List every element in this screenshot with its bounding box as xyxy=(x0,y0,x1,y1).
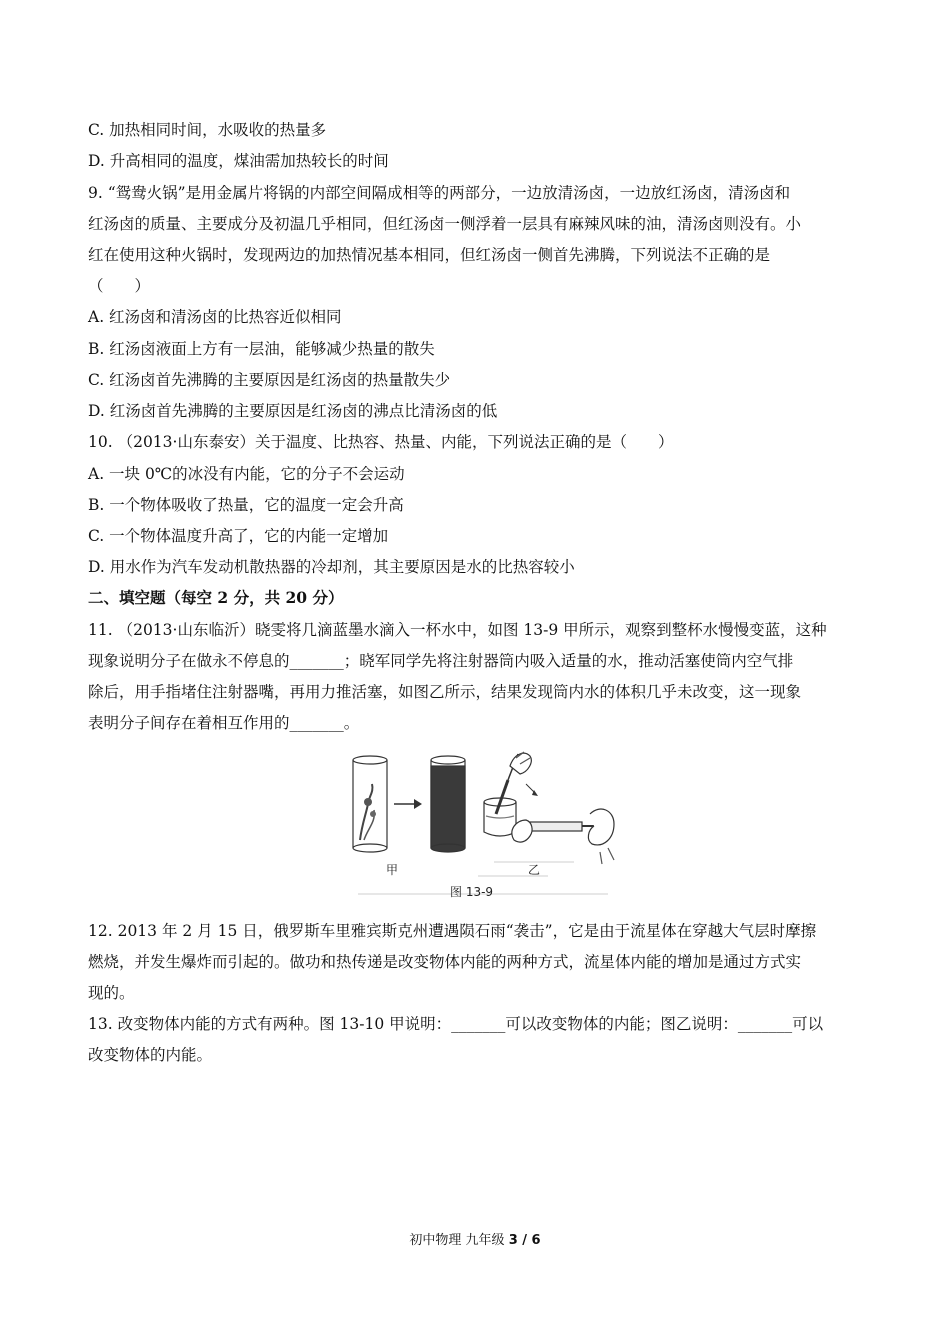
figure-label-jia: 甲 xyxy=(386,863,399,877)
beaker-clear-icon xyxy=(353,756,387,852)
option-d-q9: D. 红汤卤首先沸腾的主要原因是红汤卤的沸点比清汤卤的低 xyxy=(88,402,498,420)
option-b-q9: B. 红汤卤液面上方有一层油，能够减少热量的散失 xyxy=(88,340,435,358)
option-d-q8: D. 升高相同的温度，煤油需加热较长的时间 xyxy=(88,152,389,170)
page-footer xyxy=(0,1229,950,1248)
figure-caption: 图 13-9 xyxy=(450,885,494,899)
question-9-line-1: 9. “鸳鸯火锅”是用金属片将锅的内部空间隔成相等的两部分，一边放清汤卤，一边放红汤卤，清汤卤和 xyxy=(88,184,791,202)
arrow-right-icon xyxy=(394,799,422,809)
footer-page-number: 3 / 6 xyxy=(508,1233,541,1248)
figure-13-9-illustration xyxy=(338,744,620,904)
question-9-line-3: 红在使用这种火锅时，发现两边的加热情况基本相同，但红汤卤一侧首先沸腾，下列说法不正确的是 xyxy=(88,246,771,264)
syringe-hands-icon xyxy=(512,809,614,864)
section-heading-fill-in: 二、填空题（每空 2 分，共 20 分） xyxy=(88,588,344,607)
option-b-q10: B. 一个物体吸收了热量，它的温度一定会升高 xyxy=(88,496,404,514)
footer-subject: 初中物理 九年级 xyxy=(409,1233,505,1248)
question-12-line-2: 燃烧，并发生爆炸而引起的。做功和热传递是改变物体内能的两种方式，流星体内能的增加是通过方式实 xyxy=(88,953,802,971)
question-12-line-1: 12. 2013 年 2 月 15 日，俄罗斯车里雅宾斯克州遭遇陨石雨“袭击”，它是由于流星体在穿越大气层时摩擦 xyxy=(88,922,817,940)
figure-13-9 xyxy=(338,744,620,904)
option-d-q10: D. 用水作为汽车发动机散热器的冷却剂，其主要原因是水的比热容较小 xyxy=(88,558,575,576)
question-11-line-2: 现象说明分子在做永不停息的_______；晓军同学先将注射器筒内吸入适量的水，推动活塞使筒内空气排 xyxy=(88,652,794,670)
question-9-line-2: 红汤卤的质量、主要成分及初温几乎相同，但红汤卤一侧浮着一层具有麻辣风味的油，清汤卤则没有。小 xyxy=(88,215,802,233)
option-a-q9: A. 红汤卤和清汤卤的比热容近似相同 xyxy=(88,308,342,326)
question-9-blank: （ ） xyxy=(88,277,151,295)
question-11-line-1: 11. （2013·山东临沂）晓雯将几滴蓝墨水滴入一杯水中，如图 13-9 甲所示，观察到整杯水慢慢变蓝，这种 xyxy=(88,621,827,639)
question-11-line-4: 表明分子间存在着相互作用的_______。 xyxy=(88,714,360,732)
question-10: 10. （2013·山东泰安）关于温度、比热容、热量、内能，下列说法正确的是（ ） xyxy=(88,433,674,451)
option-c-q9: C. 红汤卤首先沸腾的主要原因是红汤卤的热量散失少 xyxy=(88,371,451,389)
question-13-line-2: 改变物体的内能。 xyxy=(88,1046,213,1064)
question-12-line-3: 现的。 xyxy=(88,984,135,1002)
figure-label-yi: 乙 xyxy=(528,863,541,877)
beaker-blue-icon xyxy=(431,756,465,852)
question-11-line-3: 除后，用手指堵住注射器嘴，再用力推活塞，如图乙所示，结果发现筒内水的体积几乎未改变，这一现象 xyxy=(88,683,802,701)
option-c-q10: C. 一个物体温度升高了，它的内能一定增加 xyxy=(88,527,389,545)
option-a-q10: A. 一块 0℃的冰没有内能，它的分子不会运动 xyxy=(88,465,405,483)
option-c-q8: C. 加热相同时间，水吸收的热量多 xyxy=(88,121,327,139)
question-13-line-1: 13. 改变物体内能的方式有两种。图 13-10 甲说明：_______可以改变物体的内能；图乙说明：_______可以 xyxy=(88,1015,824,1033)
